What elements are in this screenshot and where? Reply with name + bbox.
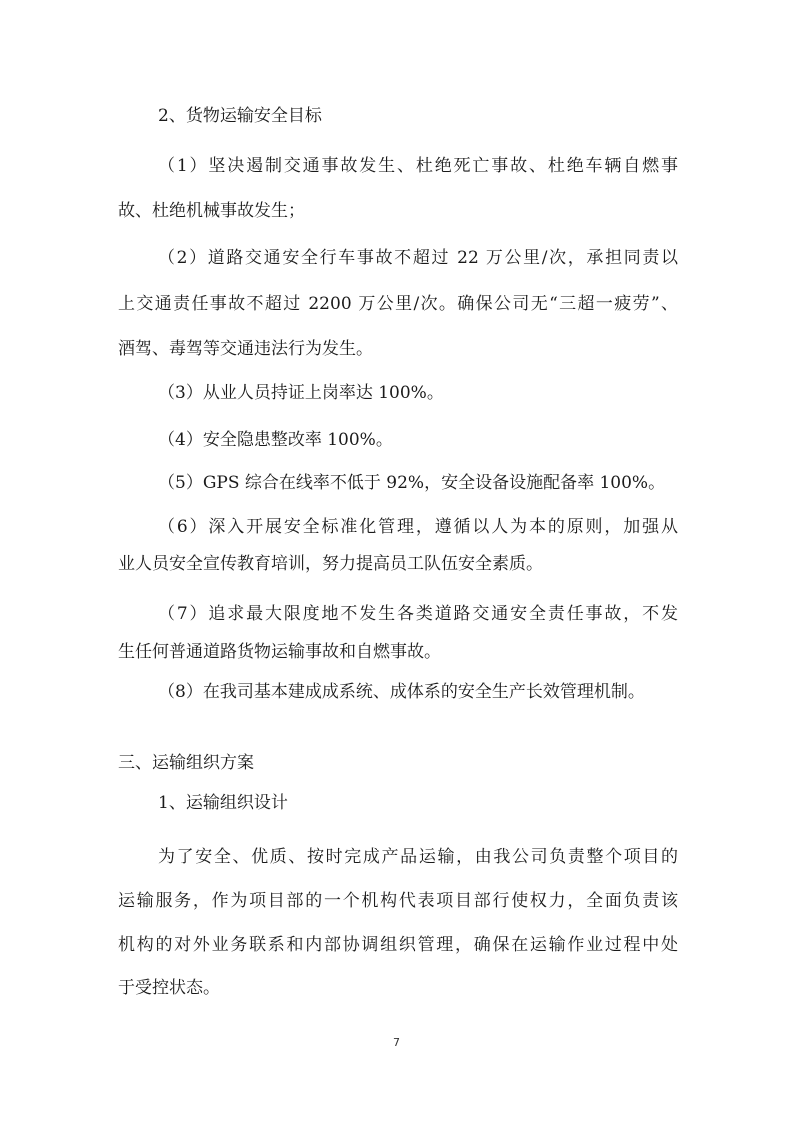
paragraph-7-line-2: 生任何普通道路货物运输事故和自燃事故。: [118, 642, 441, 662]
paragraph-2-line-2: 上交通责任事故不超过 2200 万公里/次。确保公司无“三超一疲劳”、: [118, 294, 678, 314]
paragraph-6-line-1: （6）深入开展安全标准化管理，遵循以人为本的原则，加强从: [158, 517, 678, 537]
paragraph-9-line-4: 于受控状态。: [118, 978, 220, 998]
paragraph-4: （4）安全隐患整改率 100%。: [158, 430, 393, 450]
paragraph-9-line-2: 运输服务，作为项目部的一个机构代表项目部行使权力，全面负责该: [118, 891, 678, 911]
paragraph-3: （3）从业人员持证上岗率达 100%。: [158, 383, 444, 403]
paragraph-9-line-3: 机构的对外业务联系和内部协调组织管理，确保在运输作业过程中处: [118, 935, 678, 955]
paragraph-5: （5）GPS 综合在线率不低于 92%，安全设备设施配备率 100%。: [158, 473, 666, 493]
page-number: 7: [393, 1036, 400, 1049]
subsection-heading-transport-design: 1、运输组织设计: [158, 793, 288, 813]
section-heading-cargo-safety-goals: 2、货物运输安全目标: [158, 106, 322, 126]
paragraph-1-line-1: （1）坚决遏制交通事故发生、杜绝死亡事故、杜绝车辆自燃事: [158, 156, 678, 176]
paragraph-2-line-1: （2）道路交通安全行车事故不超过 22 万公里/次，承担同责以: [158, 248, 678, 268]
paragraph-9-line-1: 为了安全、优质、按时完成产品运输，由我公司负责整个项目的: [158, 847, 678, 867]
paragraph-8: （8）在我司基本建成成系统、成体系的安全生产长效管理机制。: [158, 682, 645, 702]
paragraph-2-line-3: 酒驾、毒驾等交通违法行为发生。: [118, 339, 373, 359]
paragraph-7-line-1: （7）追求最大限度地不发生各类道路交通安全责任事故，不发: [158, 604, 678, 624]
section-heading-transport-plan: 三、运输组织方案: [118, 753, 254, 773]
paragraph-1-line-2: 故、杜绝机械事故发生；: [118, 201, 305, 221]
paragraph-6-line-2: 业人员安全宣传教育培训，努力提高员工队伍安全素质。: [118, 554, 543, 574]
